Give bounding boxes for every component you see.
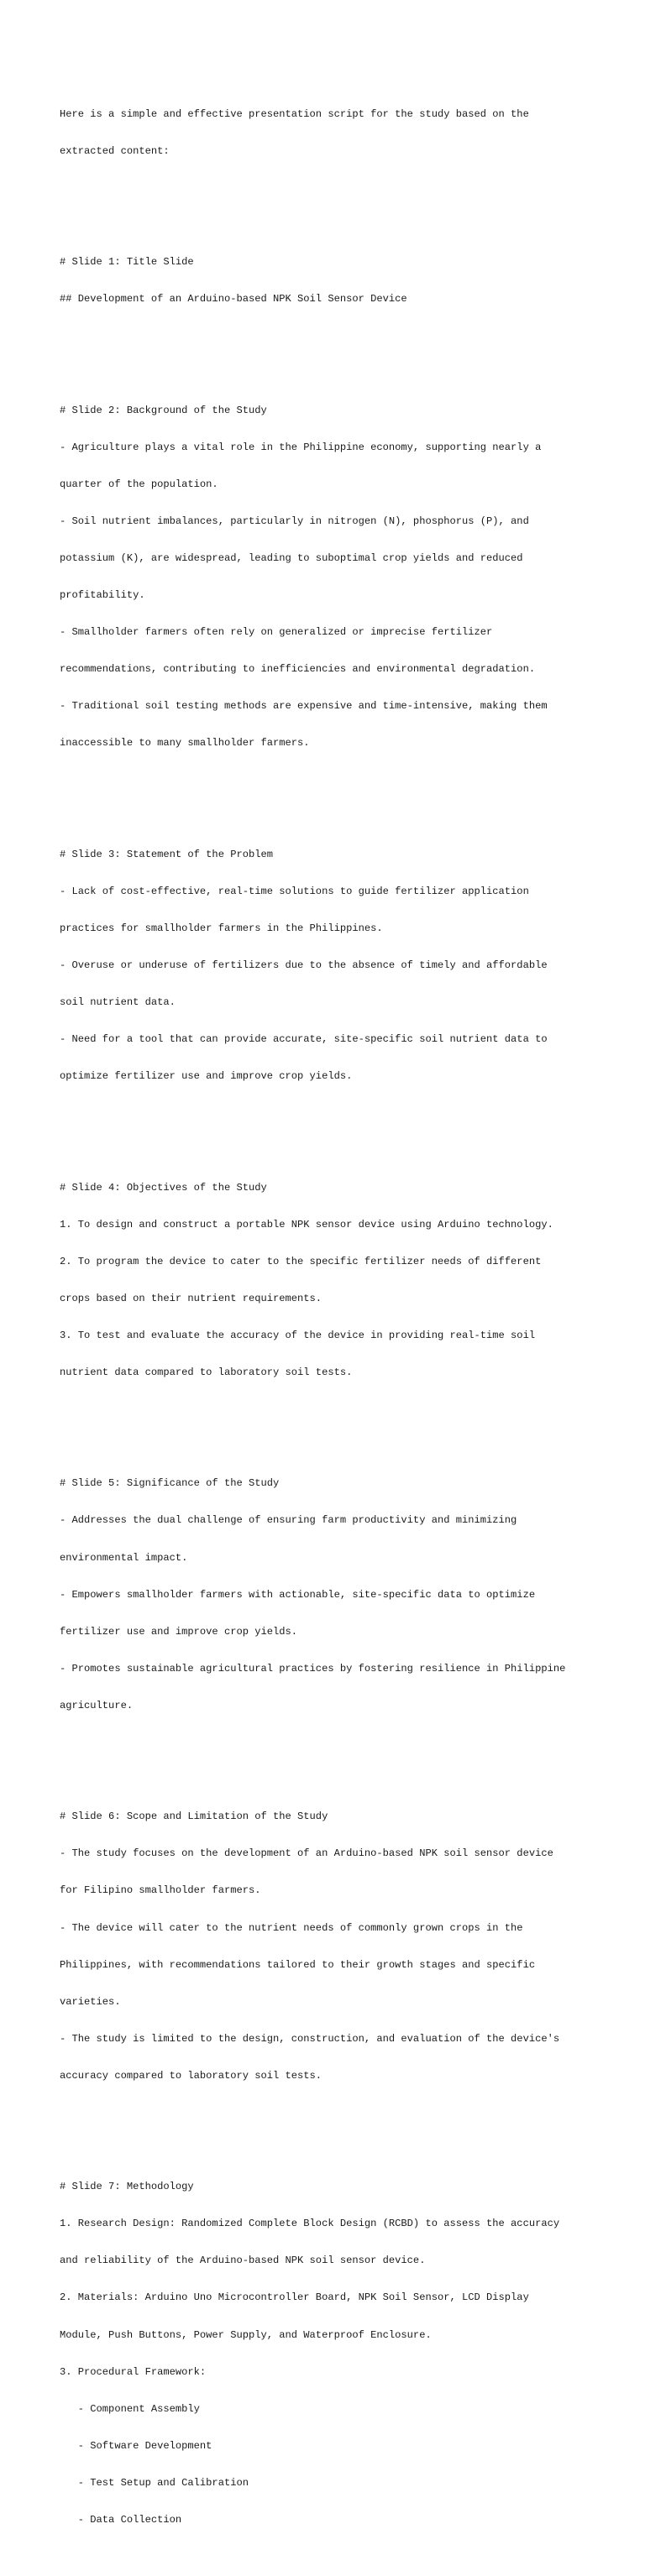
slide-1-section: [60, 232, 597, 331]
text-line: profitability.: [60, 589, 145, 602]
text-line: 1. Research Design: Randomized Complete Block Design (RCBD) to assess the accuracy: [60, 2218, 560, 2230]
text-line: 2. To program the device to cater to the specific fertilizer needs of different: [60, 1255, 542, 1267]
text-line: Module, Push Buttons, Power Supply, and Waterproof Enclosure.: [60, 2328, 432, 2341]
text-line: 1. To design and construct a portable NPK sensor device using Arduino technology.: [60, 1218, 553, 1231]
list-item: - Component Assembly: [60, 2402, 200, 2415]
slide-4-section: [60, 1157, 597, 1403]
slide-heading: # Slide 5: Significance of the Study: [60, 1477, 280, 1490]
text-line: inaccessible to many smallholder farmers.: [60, 737, 310, 750]
text-line: fertilizer use and improve crop yields.: [60, 1625, 298, 1638]
text-line: varieties.: [60, 1995, 121, 2008]
text-line: soil nutrient data.: [60, 996, 176, 1009]
text-line: and reliability of the Arduino-based NPK soil sensor device.: [60, 2255, 426, 2267]
text-line: - Traditional soil testing methods are expensive and time-intensive, making them: [60, 700, 548, 713]
text-line: - Soil nutrient imbalances, particularly in nitrogen (N), phosphorus (P), and: [60, 515, 529, 527]
slide-heading: # Slide 7: Methodology: [60, 2181, 194, 2193]
text-line: - The device will cater to the nutrient needs of commonly grown crops in the: [60, 1921, 523, 1934]
slide-7-section: [60, 2156, 597, 2551]
text-line: 3. To test and evaluate the accuracy of the device in providing real-time soil: [60, 1329, 536, 1341]
list-item: - Test Setup and Calibration: [60, 2476, 249, 2489]
text-line: quarter of the population.: [60, 478, 218, 490]
text-line: - Lack of cost-effective, real-time solutions to guide fertilizer application: [60, 885, 529, 897]
slide-3-section: [60, 823, 597, 1107]
text-line: agriculture.: [60, 1699, 134, 1711]
slide-heading: # Slide 3: Statement of the Problem: [60, 848, 274, 860]
slide-heading: # Slide 6: Scope and Limitation of the Study: [60, 1811, 328, 1823]
text-line: - Agriculture plays a vital role in the Philippine economy, supporting nearly a: [60, 441, 542, 453]
text-line: - Overuse or underuse of fertilizers due to the absence of timely and affordable: [60, 959, 548, 972]
text-line: - Addresses the dual challenge of ensuring farm productivity and minimizing: [60, 1514, 517, 1527]
text-line: crops based on their nutrient requirements.: [60, 1292, 322, 1304]
text-line: optimize fertilizer use and improve crop yields.: [60, 1070, 353, 1083]
document-page: [60, 59, 597, 2576]
text-line: for Filipino smallholder farmers.: [60, 1884, 261, 1897]
text-line: - Need for a tool that can provide accurate, site-specific soil nutrient data to: [60, 1033, 548, 1046]
text-line: - The study focuses on the development of an Arduino-based NPK soil sensor device: [60, 1847, 553, 1860]
list-item: - Data Collection: [60, 2514, 182, 2526]
list-item: - Software Development: [60, 2439, 212, 2452]
text-line: 3. Procedural Framework:: [60, 2365, 207, 2378]
text-line: extracted content:: [60, 144, 170, 157]
slide-heading: # Slide 2: Background of the Study: [60, 404, 267, 416]
text-line: - Empowers smallholder farmers with actionable, site-specific data to optimize: [60, 1588, 536, 1601]
text-line: potassium (K), are widespread, leading to suboptimal crop yields and reduced: [60, 551, 523, 564]
text-line: practices for smallholder farmers in the Philippines.: [60, 922, 383, 934]
text-line: Here is a simple and effective presentation script for the study based on the: [60, 107, 529, 120]
intro-paragraph: [60, 83, 597, 182]
text-line: - The study is limited to the design, construction, and evaluation of the device's: [60, 2032, 560, 2045]
slide-5-section: [60, 1453, 597, 1737]
text-line: 2. Materials: Arduino Uno Microcontroller Board, NPK Soil Sensor, LCD Display: [60, 2291, 529, 2304]
text-line: Philippines, with recommendations tailored to their growth stages and specific: [60, 1958, 536, 1971]
text-line: accuracy compared to laboratory soil tests.: [60, 2069, 322, 2082]
text-line: - Promotes sustainable agricultural practices by fostering resilience in Philippine: [60, 1662, 566, 1675]
text-line: environmental impact.: [60, 1551, 188, 1564]
slide-2-section: [60, 379, 597, 774]
slide-subheading: ## Development of an Arduino-based NPK Soil Sensor Device: [60, 293, 407, 306]
text-line: recommendations, contributing to inefficiencies and environmental degradation.: [60, 663, 536, 676]
slide-heading: # Slide 4: Objectives of the Study: [60, 1181, 267, 1194]
slide-6-section: [60, 1786, 597, 2107]
text-line: nutrient data compared to laboratory soil tests.: [60, 1366, 353, 1379]
text-line: - Smallholder farmers often rely on generalized or imprecise fertilizer: [60, 626, 493, 639]
slide-heading: # Slide 1: Title Slide: [60, 256, 194, 269]
